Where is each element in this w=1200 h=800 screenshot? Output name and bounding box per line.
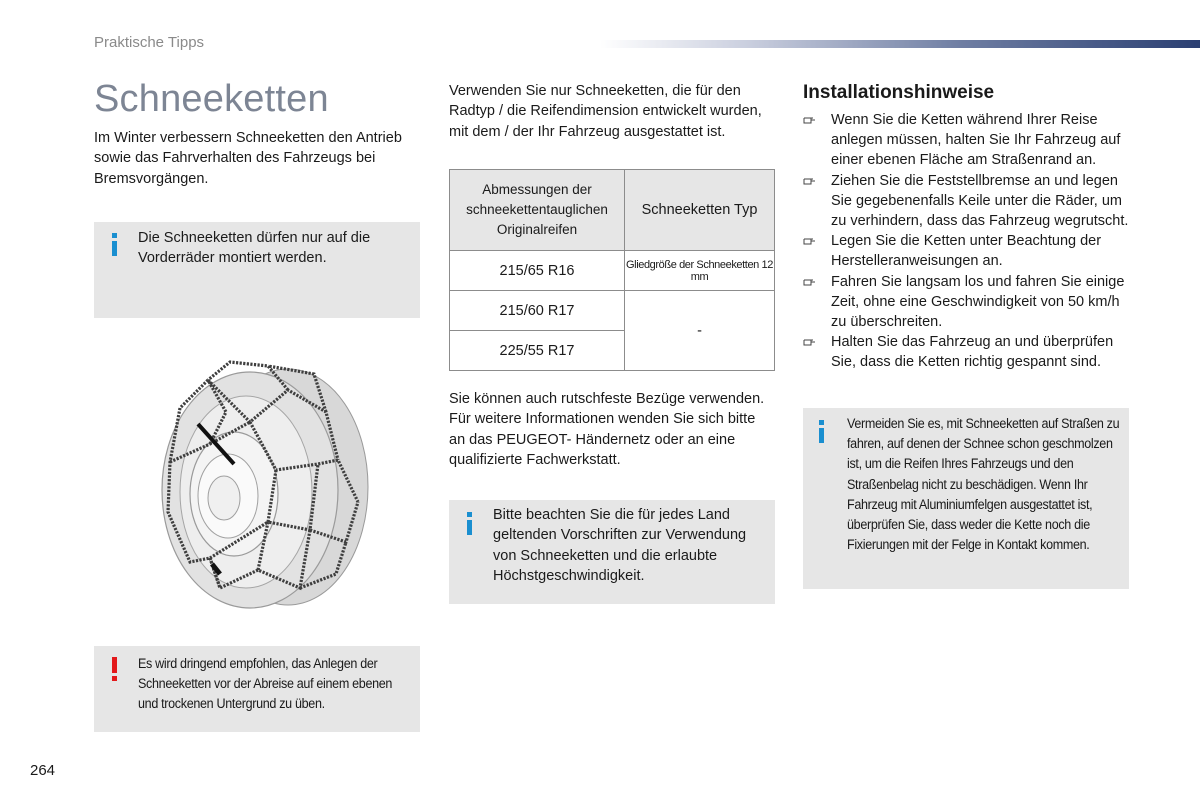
info-note-text: Vermeiden Sie es, mit Schneeketten auf Straßen zu fahren, auf denen der Schnee schon geschmolzen ist, um die Reifen Ihres Fahrzeugs und den Straßenbelag nicht zu beschädigen. Wenn Ihr Fahrzeug mit Aluminiumfelgen ausgestattet ist, überprüfen Sie, dass weder die Kette noch die Fixierungen mit der Felge in Kontakt kommen. xyxy=(847,416,1120,553)
header-gradient-bar xyxy=(600,40,1200,48)
table-cell-tyre: 225/55 R17 xyxy=(450,331,625,371)
info-note-regulations xyxy=(449,500,775,604)
info-icon xyxy=(815,420,835,446)
list-item xyxy=(803,110,1133,171)
pointing-hand-icon xyxy=(803,337,817,347)
installation-title: Installationshinweise xyxy=(803,82,995,103)
tyre-type-paragraph: Verwenden Sie nur Schneeketten, die für den Radtyp / die Reifendimension entwickelt wurden, mit dem / der Ihr Fahrzeug ausgestattet ist. xyxy=(449,83,762,140)
info-icon xyxy=(463,512,483,538)
pointing-hand-icon xyxy=(803,277,817,287)
table-header-tyre-dimensions: Abmessungen der schneekettentauglichen Originalreifen xyxy=(450,170,625,251)
table-row xyxy=(450,251,775,291)
page-number: 264 xyxy=(30,762,56,779)
list-item-text: Legen Sie die Ketten unter Beachtung der Herstelleranweisungen an. xyxy=(831,233,1102,270)
section-label: Praktische Tipps xyxy=(94,34,205,51)
warning-note-practice xyxy=(94,646,420,732)
list-item-text: Wenn Sie die Ketten während Ihrer Reise anlegen müssen, halten Sie Ihr Fahrzeug auf einer ebenen Fläche am Straßenrand an. xyxy=(831,112,1121,169)
pointing-hand-icon xyxy=(803,115,817,125)
table-cell-tyre: 215/65 R16 xyxy=(450,251,625,291)
table-cell-chain-type: Gliedgröße der Schneeketten 12 mm xyxy=(625,251,775,291)
warning-note-text: Es wird dringend empfohlen, das Anlegen der Schneeketten vor der Abreise auf einem ebenen und trockenen Untergrund zu üben. xyxy=(138,656,393,712)
snow-chain-wheel-illustration xyxy=(150,352,375,610)
exclamation-icon xyxy=(110,657,122,683)
intro-paragraph: Im Winter verbessern Schneeketten den Antrieb sowie das Fahrverhalten des Fahrzeugs bei Bremsvorgängen. xyxy=(94,130,402,187)
list-item xyxy=(803,272,1133,333)
info-note-front-wheels xyxy=(94,222,420,318)
list-item xyxy=(803,231,1133,271)
installation-steps-list xyxy=(803,110,1133,373)
info-note-text: Bitte beachten Sie die für jedes Land geltenden Vorschriften zur Verwendung von Schneeketten und die erlaubte Höchstgeschwindigkeit. xyxy=(493,507,747,584)
table-cell-chain-type: - xyxy=(625,291,775,371)
tyre-chain-table xyxy=(449,169,775,371)
list-item-text: Halten Sie das Fahrzeug an und überprüfen Sie, dass die Ketten richtig gespannt sind. xyxy=(831,334,1114,371)
list-item-text: Ziehen Sie die Feststellbremse an und legen Sie gegebenenfalls Keile unter die Räder, um zu verhindern, dass das Fahrzeug wegrutscht. xyxy=(831,172,1129,230)
page-title: Schneeketten xyxy=(94,78,329,120)
list-item xyxy=(803,332,1133,372)
table-header-chain-type: Schneeketten Typ xyxy=(625,170,775,251)
info-note-melted-snow xyxy=(803,408,1129,589)
covers-paragraph: Sie können auch rutschfeste Bezüge verwenden. Für weitere Informationen wenden Sie sich bitte an das PEUGEOT- Händernetz oder an eine qualifizierte Fachwerkstatt. xyxy=(449,391,765,468)
table-cell-tyre: 215/60 R17 xyxy=(450,291,625,331)
list-item xyxy=(803,171,1133,232)
table-row xyxy=(450,291,775,331)
pointing-hand-icon xyxy=(803,236,817,246)
list-item-text: Fahren Sie langsam los und fahren Sie einige Zeit, ohne eine Geschwindigkeit von 50 km/h zu überschreiten. xyxy=(831,273,1125,331)
info-icon xyxy=(108,233,128,259)
info-note-text: Die Schneeketten dürfen nur auf die Vorderräder montiert werden. xyxy=(138,230,371,267)
table-header-row xyxy=(450,170,775,251)
pointing-hand-icon xyxy=(803,176,817,186)
